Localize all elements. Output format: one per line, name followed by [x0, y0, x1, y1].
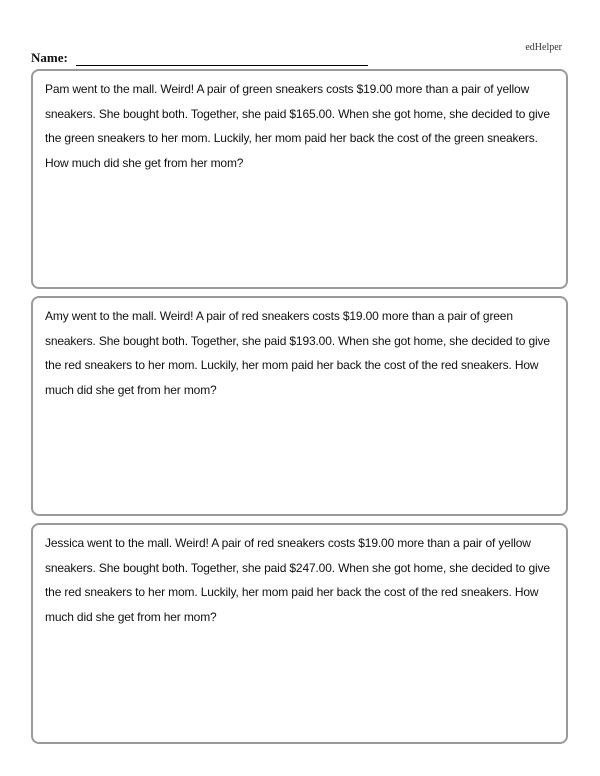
problem-text-1: Pam went to the mall. Weird! A pair of green sneakers costs $19.00 more than a pair of yellow sneakers. She bought both. Together, she paid $165.00. When she got home, she decided to give the green sneakers to her mom. Luckily, her mom paid her back the cost of the green sneakers. How much did she get from her mom? [45, 82, 550, 170]
problem-box-3[interactable] [31, 523, 568, 744]
problem-box-1[interactable] [31, 69, 568, 289]
name-label: Name: [31, 50, 68, 65]
name-row [31, 50, 368, 66]
problem-box-2[interactable] [31, 296, 568, 516]
problem-text-2: Amy went to the mall. Weird! A pair of red sneakers costs $19.00 more than a pair of green sneakers. She bought both. Together, she paid $193.00. When she got home, she decided to give the red sneakers to her mom. Luckily, her mom paid her back the cost of the red sneakers. How much did she get from her mom? [45, 309, 550, 397]
problem-text-3: Jessica went to the mall. Weird! A pair of red sneakers costs $19.00 more than a pair of yellow sneakers. She bought both. Together, she paid $247.00. When she got home, she decided to give the red sneakers to her mom. Luckily, her mom paid her back the cost of the red sneakers. How much did she get from her mom? [45, 536, 550, 624]
name-line[interactable] [76, 53, 368, 66]
brand-label: edHelper [525, 42, 562, 53]
